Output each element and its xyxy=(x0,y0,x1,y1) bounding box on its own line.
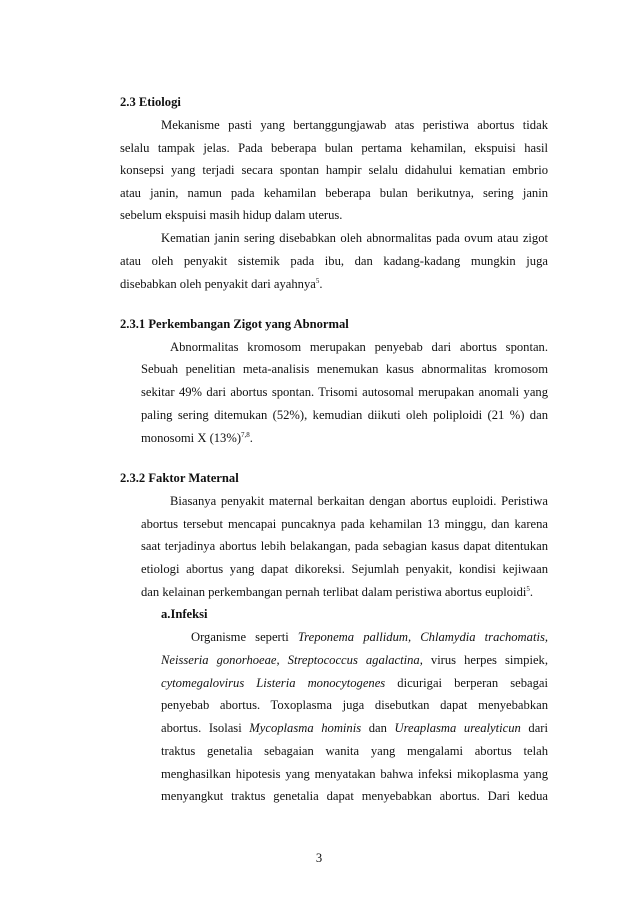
paragraph-text: dicurigai berperan sebagai xyxy=(397,676,548,690)
paragraph-line: Abnormalitas kromosom merupakan penyebab dari abortus spontan. xyxy=(170,340,548,354)
paragraph-line xyxy=(191,629,548,645)
paragraph-text: dari xyxy=(528,721,548,735)
organism-name: Mycoplasma hominis xyxy=(249,721,362,735)
paragraph-line: traktus genetalia sebagaian wanita yang mengalami abortus telah xyxy=(161,744,548,758)
organism-name: Ureaplasma urealyticun xyxy=(394,721,521,735)
organism-names: cytomegalovirus Listeria monocytogenes xyxy=(161,676,386,690)
paragraph-line: sebelum ekspuisi masih hidup dalam uterus. xyxy=(120,208,343,222)
paragraph-line: konsepsi yang terjadi secara spontan hampir selalu didahului kematian embrio xyxy=(120,163,548,177)
subsection-heading: a.Infeksi xyxy=(161,607,208,621)
organism-names: Neisseria gonorhoeae, Streptococcus agalactina, xyxy=(161,653,423,667)
paragraph-line: paling sering ditemukan (52%), kemudian diikuti oleh poliploidi (21 %) dan xyxy=(141,408,548,422)
paragraph-line: penyebab abortus. Toxoplasma juga disebutkan dapat menyebabkan xyxy=(161,698,548,712)
sentence-end: . xyxy=(529,585,534,599)
paragraph-line xyxy=(161,675,548,691)
citation-ref: 5 xyxy=(526,585,530,593)
paragraph-line: atau janin, namun pada kehamilan beberapa bulan berikutnya, sering janin xyxy=(120,186,548,200)
paragraph-line: sekitar 49% dari abortus spontan. Trisomi autosomal merupakan anomali yang xyxy=(141,385,548,399)
page-number: 3 xyxy=(315,851,323,865)
paragraph-text: dan xyxy=(368,721,395,735)
paragraph-line: Mekanisme pasti yang bertanggungjawab atas peristiwa abortus tidak xyxy=(161,118,548,132)
subsection-heading: 2.3.2 Faktor Maternal xyxy=(120,471,239,485)
paragraph-text: dan kelainan perkembangan pernah terlibat dalam peristiwa abortus euploidi xyxy=(141,585,527,599)
paragraph-line xyxy=(161,720,548,736)
paragraph-text: abortus. Isolasi xyxy=(161,721,250,735)
paragraph-line: atau oleh penyakit sistemik pada ibu, dan kadang-kadang mungkin juga xyxy=(120,254,548,268)
organism-names: Treponema pallidum, Chlamydia trachomatis, xyxy=(297,630,548,644)
paragraph-line: menghasilkan hipotesis yang menyatakan bahwa infeksi mikoplasma yang xyxy=(161,767,548,781)
paragraph-text: monosomi X (13%) xyxy=(141,431,242,445)
paragraph-line xyxy=(141,430,253,446)
sentence-end: . xyxy=(249,431,253,445)
paragraph-line: Sebuah penelitian meta-analisis menemukan kasus abnormalitas kromosom xyxy=(141,362,548,376)
paragraph-text: Organisme seperti xyxy=(191,630,298,644)
paragraph-line: abortus tersebut mencapai puncaknya pada kehamilan 13 minggu, dan karena xyxy=(141,517,548,531)
paragraph-line xyxy=(120,276,323,292)
paragraph-line xyxy=(161,652,548,668)
citation-ref: 7,8 xyxy=(241,431,250,439)
citation-ref: 5 xyxy=(315,277,320,285)
paragraph-line: menyangkut traktus genetalia dapat menyebabkan abortus. Dari kedua xyxy=(161,789,548,803)
paragraph-line: Biasanya penyakit maternal berkaitan dengan abortus euploidi. Peristiwa xyxy=(170,494,548,508)
paragraph-line: selalu tampak jelas. Pada beberapa bulan pertama kehamilan, ekspuisi hasil xyxy=(120,141,548,155)
paragraph-line: etiologi abortus yang dapat dikoreksi. Sejumlah penyakit, kondisi kejiwaan xyxy=(141,562,548,576)
paragraph-text: virus herpes simpiek, xyxy=(430,653,548,667)
paragraph-line xyxy=(141,584,533,600)
paragraph-line: saat terjadinya abortus lebih belakangan, pada sebagian kasus dapat ditentukan xyxy=(141,539,548,553)
paragraph-line: Kematian janin sering disebabkan oleh abnormalitas pada ovum atau zigot xyxy=(161,231,548,245)
subsection-heading: 2.3.1 Perkembangan Zigot yang Abnormal xyxy=(120,317,349,331)
sentence-end: . xyxy=(319,277,323,291)
paragraph-text: disebabkan oleh penyakit dari ayahnya xyxy=(120,277,316,291)
section-heading: 2.3 Etiologi xyxy=(120,95,181,109)
